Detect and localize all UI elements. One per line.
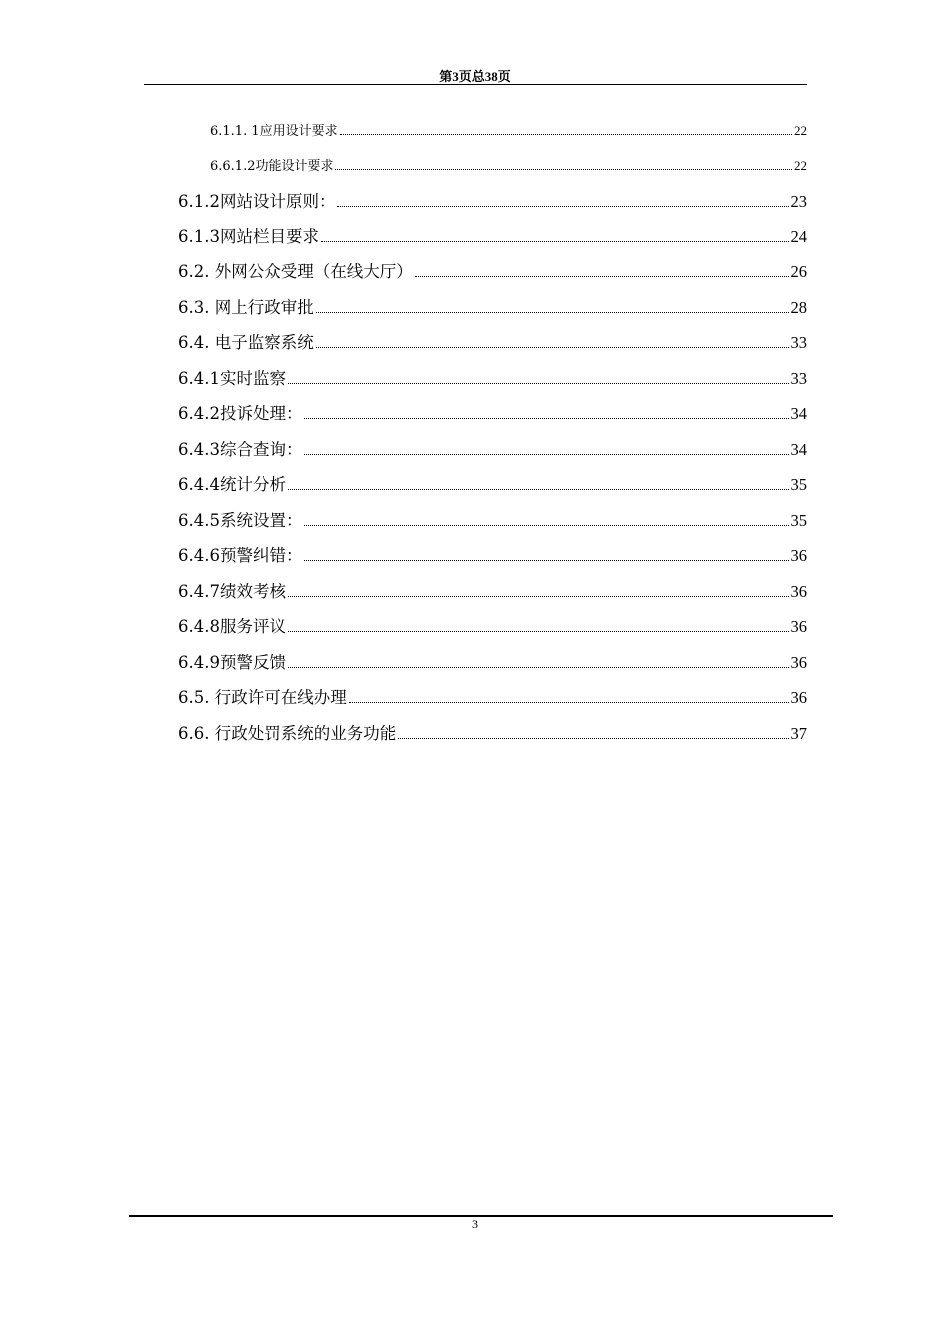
toc-entry-label: 6.1.2网站设计原则： xyxy=(178,192,336,211)
toc-dot-leader xyxy=(288,613,789,637)
toc-entry-page: 28 xyxy=(790,298,807,317)
toc-entry[interactable] xyxy=(178,294,807,318)
toc-entry[interactable] xyxy=(178,613,807,637)
toc-entry[interactable] xyxy=(178,188,807,212)
toc-entry-page: 35 xyxy=(790,475,807,494)
toc-entry-label: 6.4.5系统设置： xyxy=(178,511,303,530)
toc-dot-leader xyxy=(340,120,792,139)
toc-entry-page: 35 xyxy=(790,511,807,530)
toc-entry-label: 6.2. 外网公众受理（在线大厅） xyxy=(178,262,413,281)
toc-dot-leader xyxy=(316,329,789,353)
toc-entry-label: 6.6.1.2功能设计要求 xyxy=(210,159,334,174)
toc-entry-label: 6.1.1. 1应用设计要求 xyxy=(210,124,338,139)
toc-dot-leader xyxy=(304,507,788,531)
toc-dot-leader xyxy=(304,400,788,424)
toc-entry-page: 36 xyxy=(790,546,807,565)
toc-entry-label: 6.4.6预警纠错： xyxy=(178,546,303,565)
toc-entry[interactable] xyxy=(178,684,807,708)
toc-entry-page: 23 xyxy=(790,192,807,211)
toc-entry-page: 33 xyxy=(790,333,807,352)
toc-entry[interactable] xyxy=(210,120,807,139)
toc-dot-leader xyxy=(288,471,789,495)
toc-entry-page: 33 xyxy=(790,369,807,388)
toc-dot-leader xyxy=(304,542,788,566)
page-header: 第3页总38页 xyxy=(439,69,511,84)
toc-dot-leader xyxy=(337,188,788,212)
toc-entry-label: 6.6. 行政处罚系统的业务功能 xyxy=(178,724,397,743)
toc-dot-leader xyxy=(288,649,789,673)
toc-entry-label: 6.5. 行政许可在线办理 xyxy=(178,688,347,707)
toc-entry[interactable] xyxy=(178,436,807,460)
toc-entry[interactable] xyxy=(178,578,807,602)
toc-entry-label: 6.3. 网上行政审批 xyxy=(178,298,314,317)
footer-page-number: 3 xyxy=(472,1217,478,1231)
toc-entry-label: 6.4.1实时监察 xyxy=(178,369,286,388)
toc-entry[interactable] xyxy=(178,223,807,247)
toc-entry[interactable] xyxy=(178,471,807,495)
toc-entry[interactable] xyxy=(178,365,807,389)
toc-entry-label: 6.4.8服务评议 xyxy=(178,617,286,636)
toc-dot-leader xyxy=(349,684,789,708)
toc-entry[interactable] xyxy=(178,400,807,424)
toc-entry-label: 6.4. 电子监察系统 xyxy=(178,333,314,352)
toc-entry-page: 34 xyxy=(790,440,807,459)
toc-entry-label: 6.4.2投诉处理： xyxy=(178,404,303,423)
toc-entry[interactable] xyxy=(178,258,807,282)
toc-entry-page: 36 xyxy=(790,653,807,672)
toc-dot-leader xyxy=(335,155,792,174)
toc-entry-page: 26 xyxy=(790,262,807,281)
header-divider xyxy=(144,84,807,85)
toc-entry-page: 37 xyxy=(790,724,807,743)
toc-entry-page: 22 xyxy=(794,158,807,173)
toc-entry[interactable] xyxy=(178,542,807,566)
toc-entry-page: 36 xyxy=(790,688,807,707)
toc-dot-leader xyxy=(415,258,789,282)
toc-dot-leader xyxy=(398,720,788,744)
toc-entry[interactable] xyxy=(178,649,807,673)
toc-dot-leader xyxy=(316,294,789,318)
toc-entry-label: 6.4.9预警反馈 xyxy=(178,653,286,672)
toc-entry-label: 6.1.3网站栏目要求 xyxy=(178,227,319,246)
toc-entry-page: 34 xyxy=(790,404,807,423)
toc-entry-page: 24 xyxy=(790,227,807,246)
toc-entry[interactable] xyxy=(178,720,807,744)
toc-entry[interactable] xyxy=(178,507,807,531)
toc-entry-page: 36 xyxy=(790,617,807,636)
toc-dot-leader xyxy=(321,223,789,247)
toc-entry[interactable] xyxy=(178,329,807,353)
toc-dot-leader xyxy=(288,365,789,389)
toc-dot-leader xyxy=(288,578,789,602)
toc-entry-label: 6.4.3综合查询： xyxy=(178,440,303,459)
toc-entry[interactable] xyxy=(210,155,807,174)
toc-entry-label: 6.4.4统计分析 xyxy=(178,475,286,494)
toc-entry-label: 6.4.7绩效考核 xyxy=(178,582,286,601)
toc-entry-page: 22 xyxy=(794,123,807,138)
toc-entry-page: 36 xyxy=(790,582,807,601)
toc-dot-leader xyxy=(304,436,788,460)
